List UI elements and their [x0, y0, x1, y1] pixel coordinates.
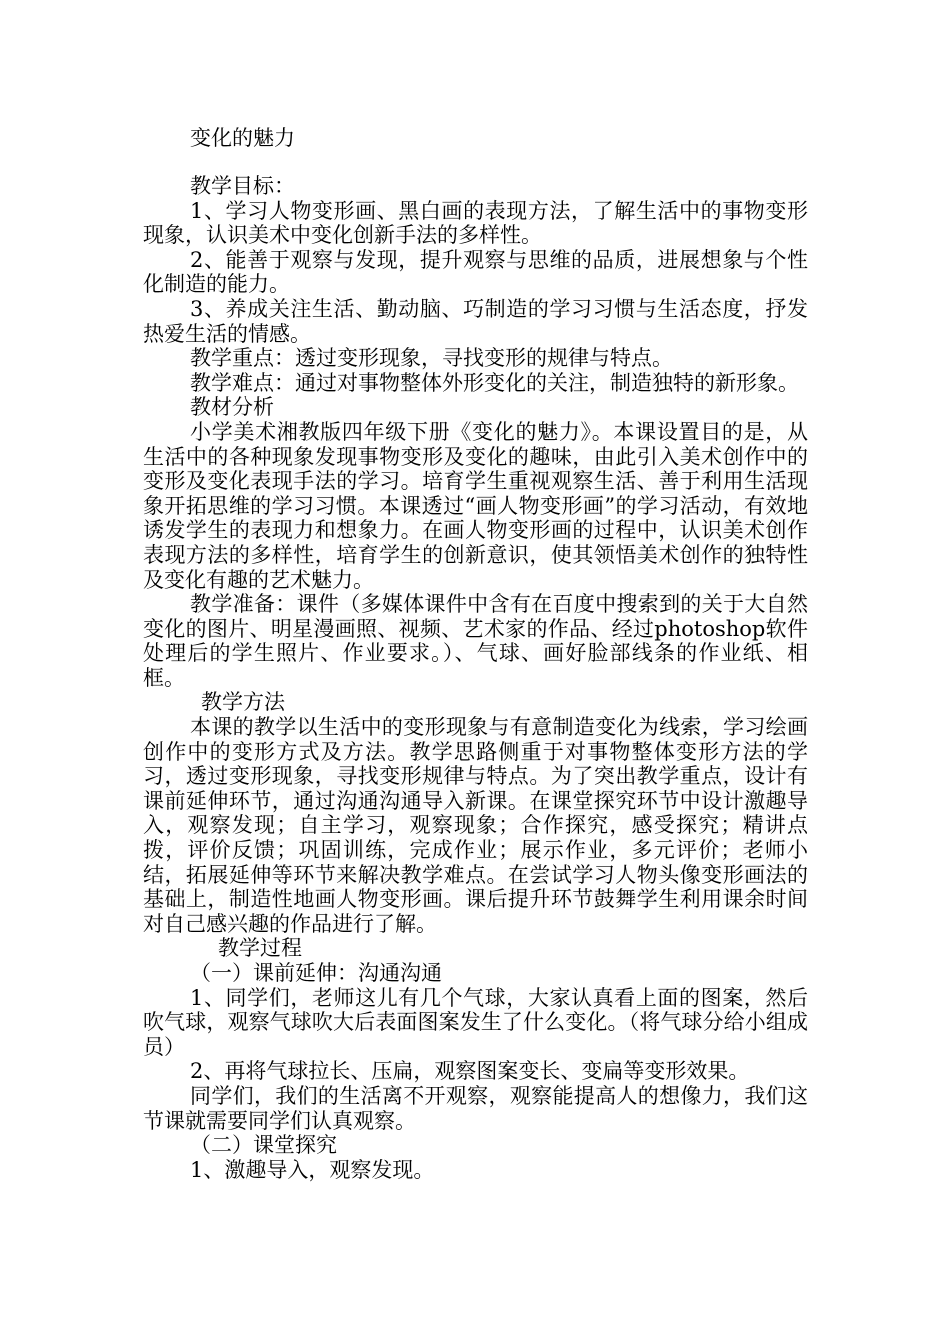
- paragraph-objective-2: 2、能善于观察与发现，提升观察与思维的品质，进展想象与个性化制造的能力。: [143, 247, 808, 297]
- paragraph-objective-3: 3、养成关注生活、勤动脑、巧制造的学习习惯与生活态度，抒发热爱生活的情感。: [143, 296, 808, 346]
- paragraph-step-3: 1、激趣导入，观察发现。: [190, 1157, 435, 1182]
- paragraph-analysis-heading: 教材分析: [190, 395, 274, 420]
- paragraph-observation: 同学们，我们的生活离不开观察，观察能提高人的想像力，我们这节课就需要同学们认真观察。: [143, 1083, 808, 1133]
- paragraph-analysis: 小学美术湘教版四年级下册《变化的魅力》。本课设置目的是，从生活中的各种现象发现事物变形及变化的趣味，由此引入美术创作中的变形及变化表现手法的学习。培育学生重视观察生活、善于利用生活现象开拓思维的学习习惯。本课透过“画人物变形画”的学习活动，有效地诱发学生的表现力和想象力。在画人物变形画的过程中，认识美术创作表现方法的多样性，培育学生的创新意识，使其领悟美术创作的独特性及变化有趣的艺术魅力。: [143, 419, 808, 592]
- document-body: [143, 174, 808, 1182]
- paragraph-key-point: 教学重点：透过变形现象，寻找变形的规律与特点。: [190, 346, 673, 371]
- paragraph-preparation: 教学准备：课件（多媒体课件中含有在百度中搜索到的关于大自然变化的图片、明星漫画照、视频、艺术家的作品、经过photoshop软件处理后的学生照片、作业要求。）、气球、画好脸部线条的作业纸、相框。: [143, 592, 808, 690]
- paragraph-objective-1: 1、学习人物变形画、黑白画的表现方法，了解生活中的事物变形现象，认识美术中变化创新手法的多样性。: [143, 198, 808, 248]
- paragraph-difficulty: 教学难点：通过对事物整体外形变化的关注，制造独特的新形象。: [190, 370, 799, 395]
- paragraph-objectives-heading: 教学目标：: [190, 174, 295, 198]
- paragraph-methods-heading: 教学方法: [201, 690, 285, 715]
- paragraph-section-2: （二）课堂探究: [190, 1133, 337, 1158]
- paragraph-section-1: （一）课前延伸：沟通沟通: [190, 961, 442, 985]
- paragraph-step-2: 2、再将气球拉长、压扁，观察图案变长、变扁等变形效果。: [190, 1059, 750, 1084]
- paragraph-methods: 本课的教学以生活中的变形现象与有意制造变化为线索，学习绘画创作中的变形方式及方法。教学思路侧重于对事物整体变形方法的学习，透过变形现象，寻找变形规律与特点。为了突出教学重点，设计有课前延伸环节，通过沟通沟通导入新课。在课堂探究环节中设计激趣导入，观察发现；自主学习，观察现象；合作探究，感受探究；精讲点拨，评价反馈；巩固训练，完成作业；展示作业，多元评价；老师小结，拓展延伸等环节来解决教学难点。在尝试学习人物头像变形画法的基础上，制造性地画人物变形画。课后提升环节鼓舞学生利用课余时间对自己感兴趣的作品进行了解。: [143, 715, 808, 936]
- document-title: 变化的魅力: [190, 126, 295, 150]
- paragraph-step-1: 1、同学们，老师这儿有几个气球，大家认真看上面的图案，然后吹气球，观察气球吹大后表面图案发生了什么变化。（将气球分给小组成员）: [143, 985, 808, 1059]
- paragraph-process-heading: 教学过程: [218, 936, 302, 961]
